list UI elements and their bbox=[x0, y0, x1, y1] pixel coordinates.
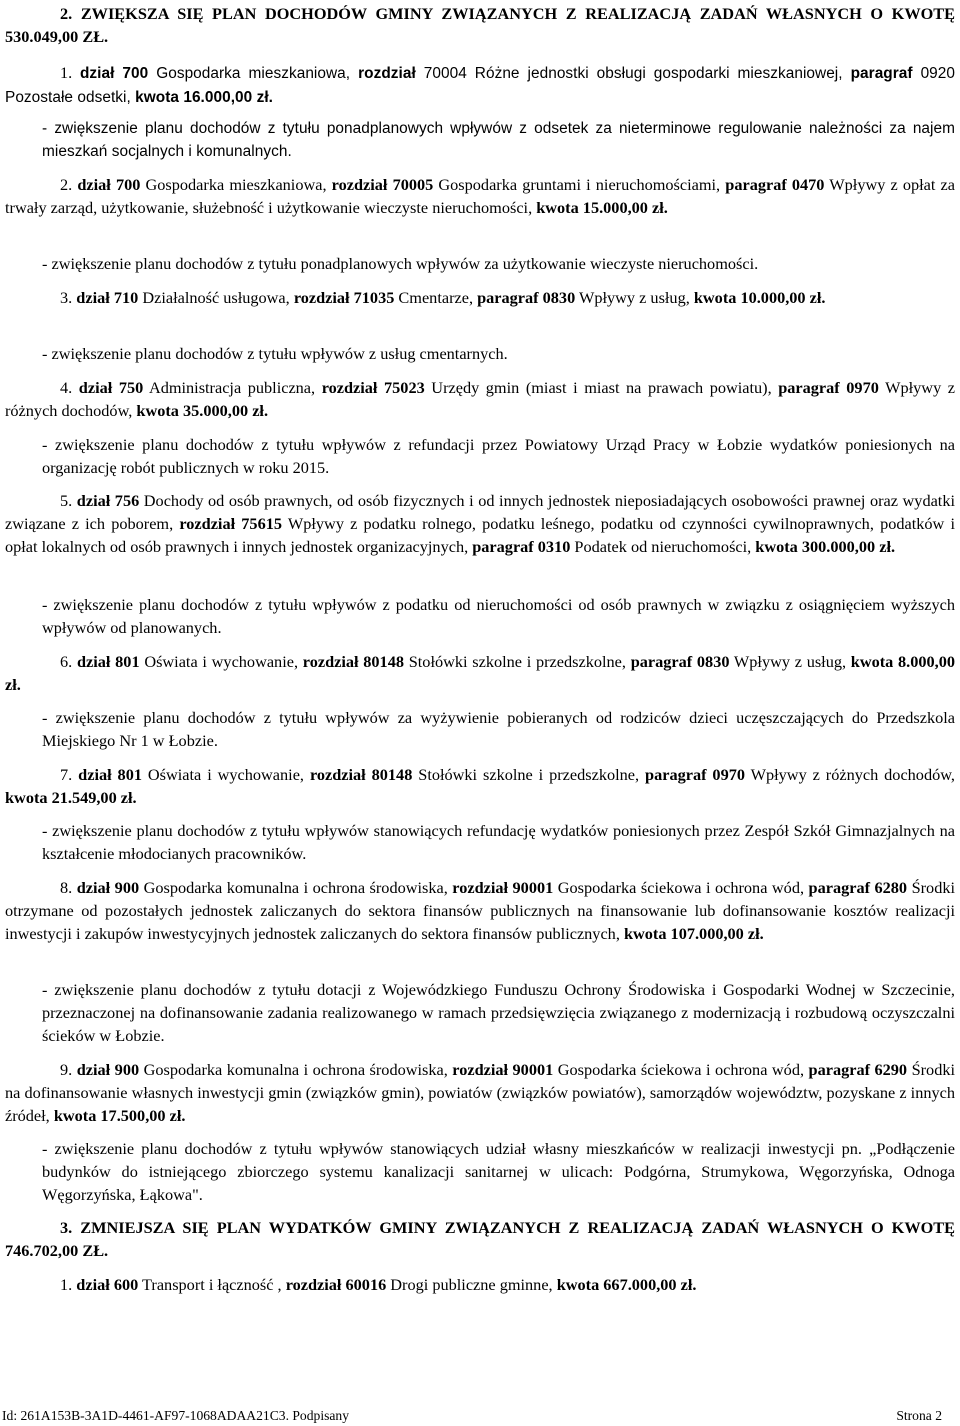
item-chapter-name: 70004 Różne jednostki obsługi gospodarki mieszkaniowej, bbox=[415, 65, 851, 82]
item-number: 8. bbox=[60, 878, 73, 897]
item-number: 3. bbox=[60, 288, 73, 307]
item-chapter-name: Cmentarze, bbox=[394, 288, 478, 307]
item-description: - zwiększenie planu dochodów z tytułu wpływów z refundacji przez Powiatowy Urząd Pracy w Łobzie wydatków poniesionych na organizację robót publicznych w roku 2015. bbox=[42, 435, 955, 478]
item-paragraph: paragraf bbox=[850, 65, 913, 82]
item-division-name: Gospodarka mieszkaniowa, bbox=[140, 175, 332, 194]
item-number: 2. bbox=[60, 175, 73, 194]
item-amount: kwota 16.000,00 zł. bbox=[135, 89, 273, 107]
item-chapter: rozdział 70005 bbox=[331, 175, 434, 194]
item-description: - zwiększenie planu dochodów z tytułu dotacji z Wojewódzkiego Funduszu Ochrony Środowiska i Gospodarki Wodnej w Szczecinie, przeznaczonej na dofinansowanie zadania realizowanego w ramach przedsięwzięcia związanego z modernizacją i rozbudową oczyszczalni ścieków w Łobzie. bbox=[42, 980, 955, 1046]
item-division-name: Działalność usługowa, bbox=[138, 288, 294, 307]
item-division: dział 900 bbox=[76, 1060, 140, 1079]
item-paragraph-name: Podatek od nieruchomości, bbox=[570, 537, 756, 557]
item-division: dział 700 bbox=[77, 175, 141, 194]
item-division-name: Transport i łączność , bbox=[138, 1275, 286, 1294]
item-chapter: rozdział 75615 bbox=[179, 514, 282, 534]
item-chapter-name: Gospodarka ściekowa i ochrona wód, bbox=[553, 878, 809, 897]
item-division: dział 900 bbox=[76, 878, 140, 897]
item-division-name: Administracja publiczna, bbox=[143, 378, 322, 397]
item-division: dział 756 bbox=[76, 491, 140, 510]
item-amount: kwota 35.000,00 zł. bbox=[136, 401, 269, 421]
budget-item-3 bbox=[5, 286, 955, 309]
page-footer bbox=[0, 1406, 960, 1426]
item-number: 7. bbox=[60, 765, 73, 784]
budget-item-8 bbox=[5, 876, 955, 946]
item-division: dział 750 bbox=[78, 378, 144, 397]
item-division-name: Oświata i wychowanie, bbox=[139, 652, 303, 671]
item-division-name: Gospodarka komunalna i ochrona środowiska, bbox=[139, 1060, 453, 1079]
item-division: dział 600 bbox=[76, 1275, 139, 1294]
item-paragraph: paragraf 0830 bbox=[630, 652, 730, 671]
item-division-name: Oświata i wychowanie, bbox=[141, 765, 310, 784]
item-chapter-name: Gospodarka gruntami i nieruchomościami, bbox=[433, 175, 726, 194]
item-paragraph: paragraf 0970 bbox=[645, 765, 745, 784]
item-chapter: rozdział 90001 bbox=[452, 878, 554, 897]
item-description: - zwiększenie planu dochodów z tytułu wpływów stanowiących refundację wydatków poniesionych przez Zespół Szkół Gimnazjalnych na kształcenie młodocianych pracowników. bbox=[42, 821, 955, 864]
item-paragraph-name: 0920 Pozostałe odsetki, bbox=[5, 65, 956, 107]
section-heading-expense-decrease: 3. ZMNIEJSZA SIĘ PLAN WYDATKÓW GMINY ZWIĄZANYCH Z REALIZACJĄ ZADAŃ WŁASNYCH O KWOTĘ 746.702,00 ZŁ. bbox=[5, 1218, 955, 1261]
item-paragraph-name: Wpływy z opłat za trwały zarząd, użytkowanie, służebność i użytkowanie wieczyste nieruchomości, bbox=[5, 175, 955, 218]
item-amount: kwota 21.549,00 zł. bbox=[5, 788, 137, 808]
item-amount: kwota 667.000,00 zł. bbox=[556, 1275, 697, 1294]
item-number: 5. bbox=[60, 491, 73, 510]
page-number: Strona 2 bbox=[896, 1408, 942, 1423]
item-paragraph-name: Wpływy z różnych dochodów, bbox=[5, 378, 956, 421]
item-amount: kwota 10.000,00 zł. bbox=[693, 288, 826, 307]
item-chapter: rozdział 90001 bbox=[452, 1060, 554, 1079]
document-id: Id: 261A153B-3A1D-4461-AF97-1068ADAA21C3. Podpisany bbox=[2, 1408, 350, 1423]
item-paragraph-name: Środki na dofinansowanie własnych inwestycji gmin (związków gmin), powiatów (związków powiatów), samorządów województw, pozyskane z innych źródeł, bbox=[5, 1060, 955, 1126]
item-description: - zwiększenie planu dochodów z tytułu wpływów za wyżywienie pobieranych od rodziców dzieci uczęszczających do Przedszkola Miejskiego Nr 1 w Łobzie. bbox=[42, 708, 955, 751]
section-heading-income-increase: 2. ZWIĘKSZA SIĘ PLAN DOCHODÓW GMINY ZWIĄZANYCH Z REALIZACJĄ ZADAŃ WŁASNYCH O KWOTĘ 530.049,00 ZŁ. bbox=[5, 4, 955, 47]
item-chapter-name: Gospodarka ściekowa i ochrona wód, bbox=[553, 1060, 809, 1079]
item-description: - zwiększenie planu dochodów z tytułu wpływów z podatku od nieruchomości od osób prawnych w związku z osiągnięciem wyższych wpływów od planowanych. bbox=[42, 595, 955, 638]
item-paragraph: paragraf 0310 bbox=[472, 537, 571, 557]
budget-item-7 bbox=[5, 763, 955, 809]
item-division: dział 710 bbox=[76, 288, 139, 307]
budget-item-1 bbox=[5, 61, 955, 109]
item-paragraph: paragraf 0970 bbox=[778, 378, 879, 397]
item-number: 1. bbox=[60, 63, 73, 82]
item-division: dział 700 bbox=[79, 65, 149, 82]
item-number: 4. bbox=[60, 378, 73, 397]
item-chapter-name: Wpływy z podatku rolnego, podatku leśnego, podatku od czynności cywilnoprawnych, podatków i opłat lokalnych od osób prawnych i innych jednostek organizacyjnych, bbox=[5, 514, 955, 557]
budget-item-4 bbox=[5, 376, 955, 422]
item-paragraph-name: Wpływy z różnych dochodów, bbox=[745, 765, 955, 784]
item-division-name: Gospodarka komunalna i ochrona środowiska, bbox=[139, 878, 453, 897]
budget-item-9 bbox=[5, 1058, 955, 1128]
item-division-name: Dochody od osób prawnych, od osób fizycznych i od innych jednostek nieposiadających osobowości prawnej oraz wydatki związane z ich poborem, bbox=[5, 491, 955, 534]
item-description: - zwiększenie planu dochodów z tytułu ponadplanowych wpływów z odsetek za nieterminowe regulowanie należności za najem mieszkań socjalnych i komunalnych. bbox=[42, 120, 955, 161]
item-chapter: rozdział bbox=[358, 65, 416, 82]
item-chapter: rozdział 60016 bbox=[285, 1275, 387, 1294]
item-paragraph: paragraf 6280 bbox=[808, 878, 908, 897]
item-chapter-name: Stołówki szkolne i przedszkolne, bbox=[403, 652, 631, 671]
budget-item-5 bbox=[5, 489, 955, 559]
item-amount: kwota 15.000,00 zł. bbox=[536, 198, 668, 218]
budget-expense-item-1 bbox=[5, 1273, 955, 1296]
item-description: - zwiększenie planu dochodów z tytułu wpływów z usług cmentarnych. bbox=[42, 344, 508, 363]
item-paragraph-name: Wpływy z usług, bbox=[575, 288, 694, 307]
item-amount: kwota 17.500,00 zł. bbox=[53, 1106, 186, 1126]
item-division: dział 801 bbox=[78, 765, 142, 784]
item-chapter-name: Stołówki szkolne i przedszkolne, bbox=[412, 765, 646, 784]
item-amount: kwota 8.000,00 zł. bbox=[5, 652, 956, 695]
item-paragraph-name: Środki otrzymane od pozostałych jednostek zaliczanych do sektora finansów publicznych na finansowanie lub dofinansowanie kosztów realizacji inwestycji i zakupów inwestycyjnych jednostek zaliczanych do sektora finansów publicznych, bbox=[5, 878, 955, 944]
item-description: - zwiększenie planu dochodów z tytułu ponadplanowych wpływów za użytkowanie wieczyste nieruchomości. bbox=[42, 254, 759, 273]
budget-item-2 bbox=[5, 173, 955, 219]
item-division: dział 801 bbox=[76, 652, 140, 671]
item-chapter: rozdział 75023 bbox=[321, 378, 425, 397]
item-number: 9. bbox=[60, 1060, 73, 1079]
item-description: - zwiększenie planu dochodów z tytułu wpływów stanowiących udział własny mieszkańców w realizacji inwestycji pn. „Podłączenie budynków do istniejącego zbiorczego systemu kanalizacji sanitarnej w ulicach: Podgórna, Strumykowa, Węgorzyńska, Odnoga Węgorzyńska, Łąkowa". bbox=[42, 1139, 955, 1205]
item-amount: kwota 300.000,00 zł. bbox=[755, 537, 896, 557]
item-chapter: rozdział 71035 bbox=[293, 288, 395, 307]
item-chapter: rozdział 80148 bbox=[309, 765, 413, 784]
item-number: 1. bbox=[60, 1275, 73, 1294]
budget-item-6 bbox=[5, 650, 955, 696]
item-number: 6. bbox=[60, 652, 73, 671]
item-chapter: rozdział 80148 bbox=[302, 652, 404, 671]
item-amount: kwota 107.000,00 zł. bbox=[623, 924, 764, 944]
item-paragraph-name: Wpływy z usług, bbox=[729, 652, 851, 671]
item-chapter-name: Drogi publiczne gminne, bbox=[386, 1275, 557, 1294]
item-paragraph: paragraf 0470 bbox=[725, 175, 825, 194]
item-paragraph: paragraf 6290 bbox=[808, 1060, 908, 1079]
item-paragraph: paragraf 0830 bbox=[477, 288, 576, 307]
item-division-name: Gospodarka mieszkaniowa, bbox=[148, 65, 359, 82]
item-chapter-name: Urzędy gmin (miast i miast na prawach powiatu), bbox=[424, 378, 779, 397]
